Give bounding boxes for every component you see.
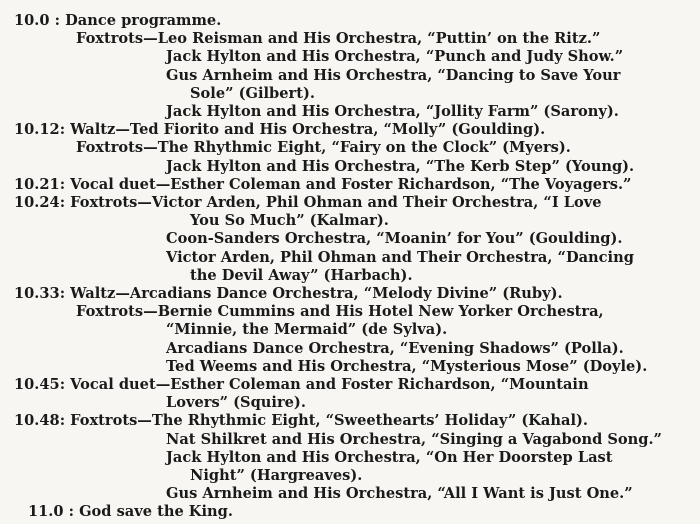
programme-line: Foxtrots—Leo Reisman and His Orchestra, “Puttin’ on the Ritz.” <box>76 30 601 48</box>
programme-line: 11.0 : God save the King. <box>28 503 233 521</box>
programme-line: Gus Arnheim and His Orchestra, “All I Want is Just One.” <box>166 485 633 503</box>
programme-line: 10.24: Foxtrots—Victor Arden, Phil Ohman and Their Orchestra, “I Love <box>14 194 602 211</box>
programme-line: Gus Arnheim and His Orchestra, “Dancing to Save Your <box>166 66 621 84</box>
programme-line: Jack Hylton and His Orchestra, “The Kerb Step” (Young). <box>166 157 635 175</box>
programme-line: 10.21: Vocal duet—Esther Coleman and Foster Richardson, “The Voyagers.” <box>14 175 632 193</box>
programme-line: 10.33: Waltz—Arcadians Dance Orchestra, “Melody Divine” (Ruby). <box>14 285 563 302</box>
programme-line: Jack Hylton and His Orchestra, “On Her Doorstep Last <box>166 448 613 466</box>
programme-line: Lovers” (Squire). <box>166 394 306 412</box>
programme-line: Sole” (Gilbert). <box>190 84 315 102</box>
programme-line: “Minnie, the Mermaid” (de Sylva). <box>166 321 448 339</box>
programme-line: Victor Arden, Phil Ohman and Their Orchestra, “Dancing <box>166 248 634 266</box>
programme-line: 10.48: Foxtrots—The Rhythmic Eight, “Sweethearts’ Holiday” (Kahal). <box>14 412 588 430</box>
programme-line: the Devil Away” (Harbach). <box>190 266 413 284</box>
programme-line: Arcadians Dance Orchestra, “Evening Shadows” (Polla). <box>166 339 624 357</box>
programme-line: 10.0 : Dance programme. <box>14 12 222 29</box>
programme-line: You So Much” (Kalmar). <box>190 212 389 230</box>
programme-line: Foxtrots—Bernie Cummins and His Hotel New Yorker Orchestra, <box>76 303 604 321</box>
programme-line: Ted Weems and His Orchestra, “Mysterious Mose” (Doyle). <box>166 357 648 375</box>
programme-line: Jack Hylton and His Orchestra, “Jollity Farm” (Sarony). <box>166 103 619 120</box>
programme-line: 10.45: Vocal duet—Esther Coleman and Foster Richardson, “Mountain <box>14 376 589 393</box>
programme-line: Coon-Sanders Orchestra, “Moanin’ for You” (Goulding). <box>166 230 623 248</box>
programme-line: Jack Hylton and His Orchestra, “Punch and Judy Show.” <box>166 48 624 66</box>
programme-line: Nat Shilkret and His Orchestra, “Singing a Vagabond Song.” <box>166 430 662 448</box>
programme-line: Foxtrots—The Rhythmic Eight, “Fairy on the Clock” (Myers). <box>76 139 571 157</box>
programme-line: 10.12: Waltz—Ted Fiorito and His Orchestra, “Molly” (Goulding). <box>14 121 546 139</box>
programme-line: Night” (Hargreaves). <box>190 467 363 484</box>
